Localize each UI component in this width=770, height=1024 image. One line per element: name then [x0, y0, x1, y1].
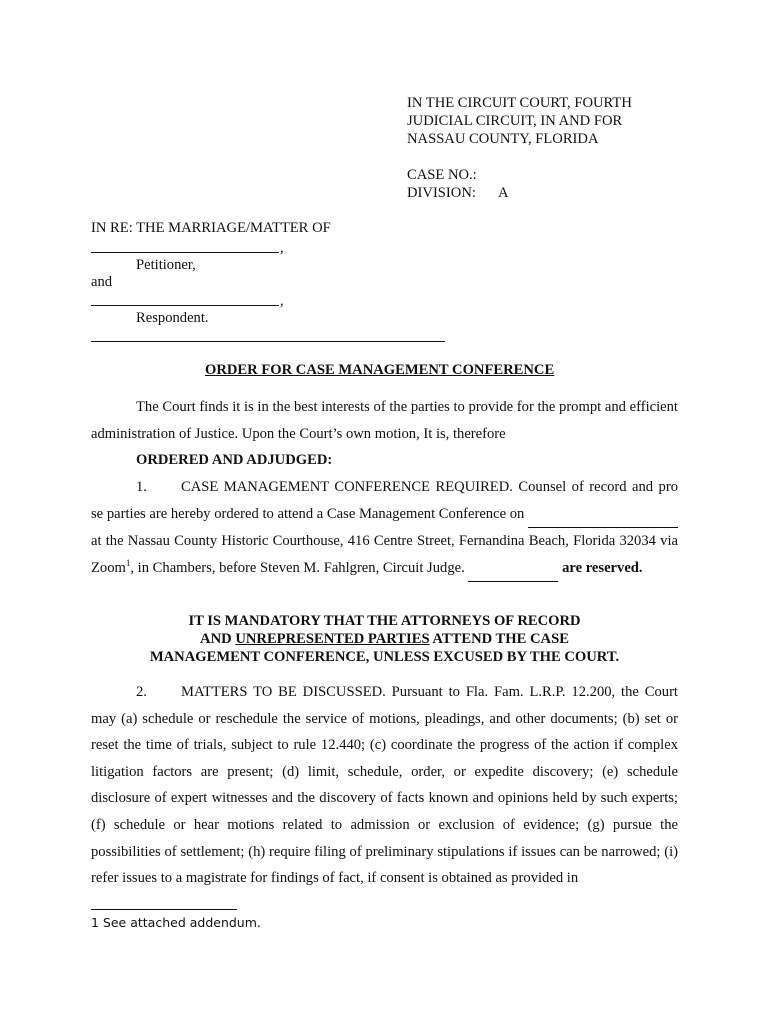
intro-paragraph [91, 394, 678, 447]
petitioner-comma: , [280, 240, 284, 256]
respondent-comma: , [280, 293, 284, 309]
ordered-adjudged: ORDERED AND ADJUDGED: [136, 452, 333, 468]
division-label: DIVISION: [407, 185, 476, 201]
mandatory-line2-pre: AND [200, 631, 236, 647]
footnote-separator [91, 909, 237, 910]
mandatory-line2-underlined: UNREPRESENTED PARTIES [235, 631, 430, 647]
petitioner-label: Petitioner, [136, 257, 196, 273]
footnote [91, 915, 261, 930]
reserved-time-blank [468, 555, 558, 583]
paragraph-2 [91, 679, 678, 892]
footnote-text: See attached addendum. [98, 915, 261, 930]
footnote-ref: 1 [125, 557, 131, 568]
footnote-number: 1 [91, 915, 99, 930]
order-title: ORDER FOR CASE MANAGEMENT CONFERENCE [205, 362, 555, 378]
division-value: A [498, 185, 509, 201]
mandatory-line3: MANAGEMENT CONFERENCE, UNLESS EXCUSED BY THE COURT. [149, 649, 620, 665]
paragraph-1-text-c: , in Chambers, before Steven M. Fahlgren, Circuit Judge. [130, 559, 465, 576]
paragraph-1 [91, 474, 678, 582]
mandatory-line2 [91, 630, 678, 648]
paragraph-1-text-a: CASE MANAGEMENT CONFERENCE REQUIRED. Counsel of record and pro se parties are hereby ordered to attend a Case Management Conference on [91, 479, 678, 522]
paragraph-1-number: 1. [136, 479, 147, 495]
paragraph-1-text-b: at the Nassau County Historic Courthouse, 416 Centre Street, Fernandina Beach, Florida 32034 via Zoom [91, 533, 678, 576]
court-caption-line1: IN THE CIRCUIT COURT, FOURTH [407, 95, 632, 111]
mandatory-line2-post: ATTEND THE CASE [429, 631, 569, 647]
case-no-label: CASE NO.: [407, 167, 477, 183]
paragraph-2-text: MATTERS TO BE DISCUSSED. Pursuant to Fla. Fam. L.R.P. 12.200, the Court may (a) schedule or reschedule the service of motions, pleadings, and other documents; (b) set or reset the time of trials, subject to rule 12.440; (c) coordinate the progress of the action if complex litigation factors are present; (d) limit, schedule, order, or expedite discovery; (e) schedule disclosure of expert witnesses and the discovery of facts known and opinions held by such experts; (f) schedule or hear motions related to admission or exclusion of evidence; (g) pursue the possibilities of settlement; (h) require filing of preliminary stipulations if issues can be narrowed; (i) refer issues to a magistrate for findings of fact, if consent is obtained as provided in [91, 684, 678, 887]
respondent-label: Respondent. [136, 310, 209, 326]
court-caption-line2: JUDICIAL CIRCUIT, IN AND FOR [407, 113, 623, 129]
respondent-name-blank [91, 305, 279, 306]
intro-text: The Court finds it is in the best interests of the parties to provide for the prompt and efficient administration of Justice. Upon the Court’s own motion, It is, therefore [91, 399, 678, 442]
mandatory-line1: IT IS MANDATORY THAT THE ATTORNEYS OF RECORD [188, 613, 581, 629]
paragraph-2-number: 2. [136, 684, 147, 700]
petitioner-name-blank [91, 252, 279, 253]
conference-date-blank [528, 501, 678, 529]
caption-divider [91, 341, 445, 342]
and-label: and [91, 274, 113, 290]
in-re-heading: IN RE: THE MARRIAGE/MATTER OF [91, 220, 331, 236]
court-caption-line3: NASSAU COUNTY, FLORIDA [407, 131, 599, 147]
reserved-text: are reserved. [562, 559, 643, 576]
mandatory-notice [91, 612, 678, 666]
